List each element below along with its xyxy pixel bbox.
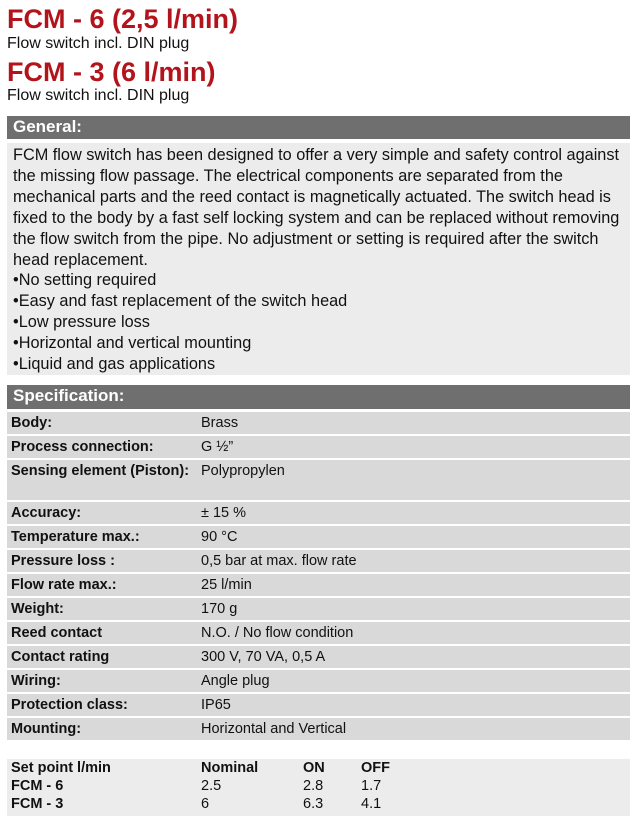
setpoint-header-row: [7, 759, 630, 777]
spec-row-flow-rate: [7, 574, 630, 596]
setpoint-model: FCM - 6: [11, 778, 64, 794]
spec-value: Horizontal and Vertical: [201, 721, 347, 737]
spec-row-sensing-element: [7, 460, 630, 500]
spec-label: Pressure loss :: [11, 553, 115, 569]
setpoint-off: 4.1: [361, 796, 382, 812]
spec-label: Temperature max.:: [11, 529, 140, 545]
spec-label: Wiring:: [11, 673, 61, 689]
setpoint-header-nominal: Nominal: [201, 760, 259, 776]
spec-row-contact-rating: [7, 646, 630, 668]
setpoint-nominal: 2.5: [201, 778, 222, 794]
spec-row-pressure-loss: [7, 550, 630, 572]
feature-item: • Easy and fast replacement of the switch head: [13, 291, 624, 312]
setpoint-header-on: ON: [303, 760, 325, 776]
spec-row-mounting: [7, 718, 630, 740]
setpoint-header-label: Set point l/min: [11, 760, 111, 776]
spec-label: Protection class:: [11, 697, 128, 713]
spec-value: Polypropylen: [201, 463, 285, 479]
feature-item: • Low pressure loss: [13, 312, 624, 333]
spec-label: Sensing element (Piston):: [11, 463, 190, 479]
feature-item: • No setting required: [13, 270, 624, 291]
setpoint-on: 6.3: [303, 796, 324, 812]
spec-label: Mounting:: [11, 721, 82, 737]
specification-table: [7, 412, 630, 742]
spec-row-weight: [7, 598, 630, 620]
general-heading: General:: [7, 116, 630, 139]
spec-row-process-connection: [7, 436, 630, 458]
product-subtitle-fcm3: Flow switch incl. DIN plug: [7, 87, 190, 104]
setpoint-on: 2.8: [303, 778, 324, 794]
spec-row-protection-class: [7, 694, 630, 716]
setpoint-row-fcm6: [7, 777, 630, 795]
spec-label: Body:: [11, 415, 53, 431]
feature-item: • Horizontal and vertical mounting: [13, 333, 624, 354]
feature-item: • Liquid and gas applications: [13, 354, 624, 375]
spec-label: Process connection:: [11, 439, 154, 455]
spec-row-temperature: [7, 526, 630, 548]
general-paragraph: FCM flow switch has been designed to offer a very simple and safety control against the missing flow passage. The electrical components are separated from the mechanical parts and the reed contact is magnetically actuated. The switch head is fixed to the body by a fast self locking system and can be replaced without removing the flow switch from the pipe. No adjustment or setting is required after the switch head replacement.: [13, 146, 620, 269]
spec-value: 25 l/min: [201, 577, 252, 593]
product-title-fcm6: FCM - 6 (2,5 l/min): [7, 4, 239, 34]
spec-value: IP65: [201, 697, 231, 713]
spec-label: Contact rating: [11, 649, 110, 665]
specification-heading: Specification:: [7, 385, 630, 409]
spec-row-reed-contact: [7, 622, 630, 644]
setpoint-nominal: 6: [201, 796, 210, 812]
spec-row-accuracy: [7, 502, 630, 524]
spec-label: Flow rate max.:: [11, 577, 117, 593]
spec-label: Reed contact: [11, 625, 103, 641]
spec-value: Angle plug: [201, 673, 270, 689]
spec-value: Brass: [201, 415, 239, 431]
spec-value: N.O. / No flow condition: [201, 625, 354, 641]
spec-value: G ½”: [201, 439, 234, 455]
spec-value: ± 15 %: [201, 505, 247, 521]
spec-value: 300 V, 70 VA, 0,5 A: [201, 649, 326, 665]
spec-row-wiring: [7, 670, 630, 692]
spec-value: 0,5 bar at max. flow rate: [201, 553, 357, 569]
setpoint-header-off: OFF: [361, 760, 390, 776]
spec-value: 170 g: [201, 601, 238, 617]
feature-list: [13, 270, 624, 375]
setpoint-off: 1.7: [361, 778, 382, 794]
spec-label: Accuracy:: [11, 505, 82, 521]
setpoint-model: FCM - 3: [11, 796, 64, 812]
general-section: [7, 143, 630, 375]
setpoint-table: [7, 759, 630, 816]
spec-row-body: [7, 412, 630, 434]
setpoint-row-fcm3: [7, 795, 630, 813]
spec-value: 90 °C: [201, 529, 238, 545]
product-title-fcm3: FCM - 3 (6 l/min): [7, 57, 216, 87]
product-subtitle-fcm6: Flow switch incl. DIN plug: [7, 35, 190, 52]
spec-label: Weight:: [11, 601, 64, 617]
